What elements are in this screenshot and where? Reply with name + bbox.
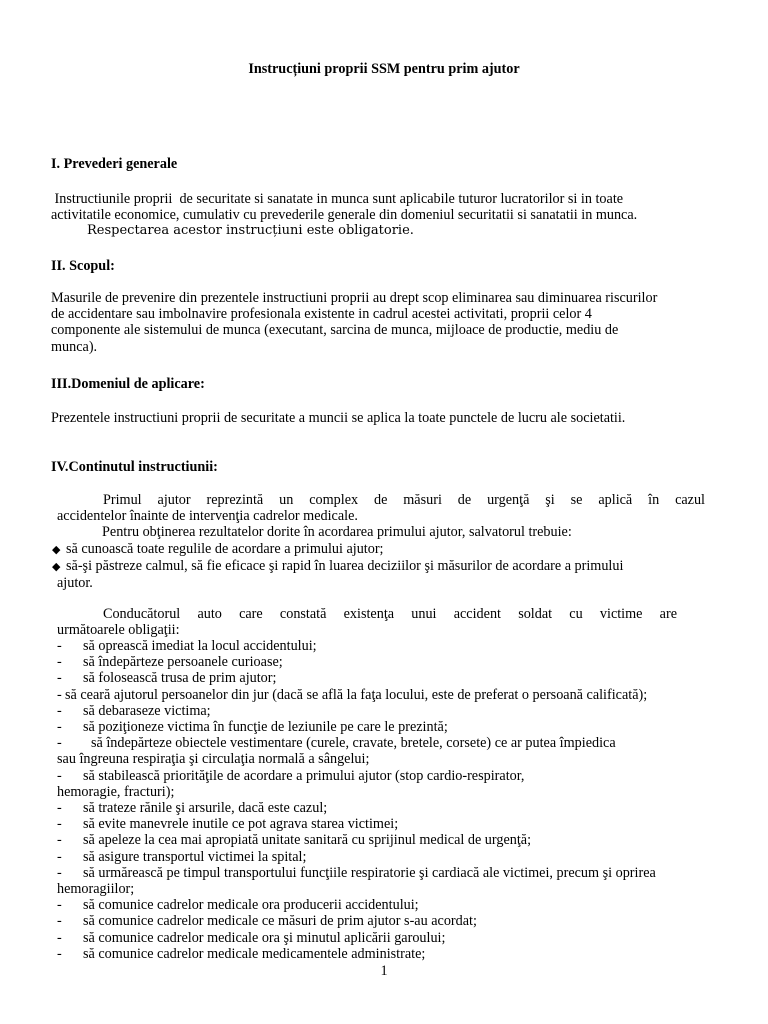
- paragraph-line: de accidentare sau imbolnavire profesionala existente in cadrul acestei activitati, proprii celor 4: [51, 306, 592, 323]
- obligation-text: să debaraseze victima;: [83, 702, 211, 719]
- bullet-continuation: ajutor.: [57, 575, 93, 592]
- obligation-text: să folosească trusa de prim ajutor;: [83, 670, 277, 687]
- obligation-item: [57, 768, 733, 784]
- obligation-text: să stabilească priorităţile de acordare a primului ajutor (stop cardio-respirator,: [83, 767, 525, 784]
- section-heading-content: IV.Continutul instructiunii:: [51, 459, 218, 475]
- driver-intro: [57, 606, 733, 638]
- section-heading-scope: III.Domeniul de aplicare:: [51, 376, 205, 392]
- section-scope-body: [51, 410, 721, 426]
- obligation-item: [57, 703, 733, 719]
- dash-marker: -: [57, 897, 62, 914]
- obligation-item: [57, 800, 733, 816]
- obligation-text: să urmărească pe timpul transportului funcţiile respiratorie şi cardiacă ale victimei, precum şi oprirea: [83, 864, 656, 881]
- driver-line: Conducătorul auto care constată existenţa unui accident soldat cu victime are: [103, 606, 677, 622]
- diamond-bullet-icon: ◆: [52, 561, 61, 574]
- section-purpose-body: [51, 290, 721, 355]
- obligation-item: [57, 719, 733, 735]
- dash-marker: -: [57, 864, 62, 881]
- obligation-item: [57, 670, 733, 686]
- obligation-text: să asigure transportul victimei la spital;: [83, 848, 307, 865]
- paragraph-line: componente ale sistemului de munca (executant, sarcina de munca, mijloace de productie, mediu de: [51, 322, 619, 339]
- obligation-text: să îndepărteze persoanele curioase;: [83, 654, 283, 671]
- obligation-text: să comunice cadrelor medicale ce măsuri de prim ajutor s-au acordat;: [83, 913, 477, 930]
- obligation-text: să evite manevrele inutile ce pot agrava starea victimei;: [83, 816, 399, 833]
- dash-marker: -: [57, 735, 62, 752]
- obligation-item: [57, 913, 733, 929]
- obligation-continuation: hemoragiilor;: [57, 881, 135, 898]
- obligation-item: [57, 654, 733, 670]
- obligation-text: să oprească imediat la locul accidentului;: [83, 638, 317, 654]
- obligation-continuation: sau îngreuna respiraţia şi circulaţia normală a sângelui;: [57, 751, 370, 768]
- dash-marker: -: [57, 702, 62, 719]
- obligation-item: [57, 638, 733, 654]
- intro-line: Primul ajutor reprezintă un complex de măsuri de urgenţă şi se aplică în cazul: [103, 492, 705, 508]
- obligation-text: să trateze rănile şi arsurile, dacă este cazul;: [83, 800, 328, 817]
- bullet-text: să-şi păstreze calmul, să fie eficace şi rapid în luarea deciziilor şi măsurilor de acordare a primului: [66, 558, 624, 575]
- paragraph-line: Masurile de prevenire din prezentele instructiuni proprii au drept scop eliminarea sau diminuarea riscurilor: [51, 290, 658, 306]
- obligation-text: să poziţioneze victima în funcţie de leziunile pe care le prezintă;: [83, 719, 448, 736]
- paragraph-line: Instructiunile proprii de securitate si sanatate in munca sunt aplicabile tuturor lucratorilor si in toate: [51, 191, 624, 207]
- obligation-text: să îndepărteze obiectele vestimentare (curele, cravate, bretele, corsete) ce ar putea împiedica: [91, 735, 616, 752]
- obligation-text: să comunice cadrelor medicale ora şi minutul aplicării garoului;: [83, 929, 446, 946]
- obligation-text: să ceară ajutorul persoanelor din jur (dacă se află la faţa locului, este de preferat o persoană calificată);: [65, 686, 648, 703]
- obligation-item: [57, 735, 733, 751]
- driver-line: următoarele obligaţii:: [57, 622, 180, 639]
- obligation-item: [57, 849, 733, 865]
- bullet-item: [52, 558, 728, 575]
- obligation-item: [57, 930, 733, 946]
- dash-marker: -: [57, 767, 62, 784]
- diamond-bullet-icon: ◆: [52, 544, 61, 556]
- dash-marker: -: [57, 654, 62, 671]
- dash-marker: -: [57, 945, 62, 962]
- paragraph-line: munca).: [51, 338, 98, 355]
- driver-obligations-list: [57, 638, 733, 962]
- intro-line: Pentru obţinerea rezultatelor dorite în acordarea primului ajutor, salvatorul trebuie:: [102, 524, 572, 541]
- dash-marker: -: [57, 848, 62, 865]
- dash-marker: -: [57, 816, 62, 833]
- obligation-item: [57, 832, 733, 848]
- section-heading-general: I. Prevederi generale: [51, 156, 178, 172]
- dash-marker: -: [57, 670, 62, 687]
- section-heading-purpose: II. Scopul:: [51, 258, 115, 274]
- dash-marker: -: [57, 638, 62, 654]
- obligation-item: [57, 897, 733, 913]
- dash-marker: -: [57, 719, 62, 736]
- document-title: Instrucțiuni proprii SSM pentru prim ajutor: [248, 61, 520, 77]
- dash-marker: -: [57, 929, 62, 946]
- obligation-item: [57, 687, 733, 703]
- paragraph-line: Prezentele instructiuni proprii de securitate a muncii se aplica la toate punctele de lucru ale societatii.: [51, 410, 626, 426]
- obligation-text: să comunice cadrelor medicale ora producerii accidentului;: [83, 897, 419, 914]
- dash-marker: -: [57, 686, 62, 703]
- obligation-item: [57, 865, 733, 881]
- dash-marker: -: [57, 800, 62, 817]
- dash-marker: -: [57, 832, 62, 849]
- obligation-text: să comunice cadrelor medicale medicamentele administrate;: [83, 945, 426, 962]
- bullet-item: [52, 541, 728, 558]
- obligation-item: [57, 816, 733, 832]
- section-content-intro: [57, 492, 733, 541]
- paragraph-line: activitatile economice, cumulativ cu prevederile generale din domeniul securitatii si sanatatii in munca.: [51, 207, 638, 224]
- obligation-item: [57, 946, 733, 962]
- obligation-continuation: hemoragie, fracturi);: [57, 783, 175, 800]
- bullet-text: să cunoască toate regulile de acordare a primului ajutor;: [66, 541, 384, 557]
- page-number: 1: [380, 963, 388, 979]
- obligation-text: să apeleze la cea mai apropiată unitate sanitară cu sprijinul medical de urgenţă;: [83, 832, 532, 849]
- paragraph-line: Respectarea acestor instrucțiuni este obligatorie.: [87, 223, 414, 239]
- rescuer-bullet-list: [52, 541, 728, 592]
- section-general-body: [51, 191, 721, 240]
- intro-line: accidentelor înainte de intervenţia cadrelor medicale.: [57, 508, 358, 525]
- dash-marker: -: [57, 913, 62, 930]
